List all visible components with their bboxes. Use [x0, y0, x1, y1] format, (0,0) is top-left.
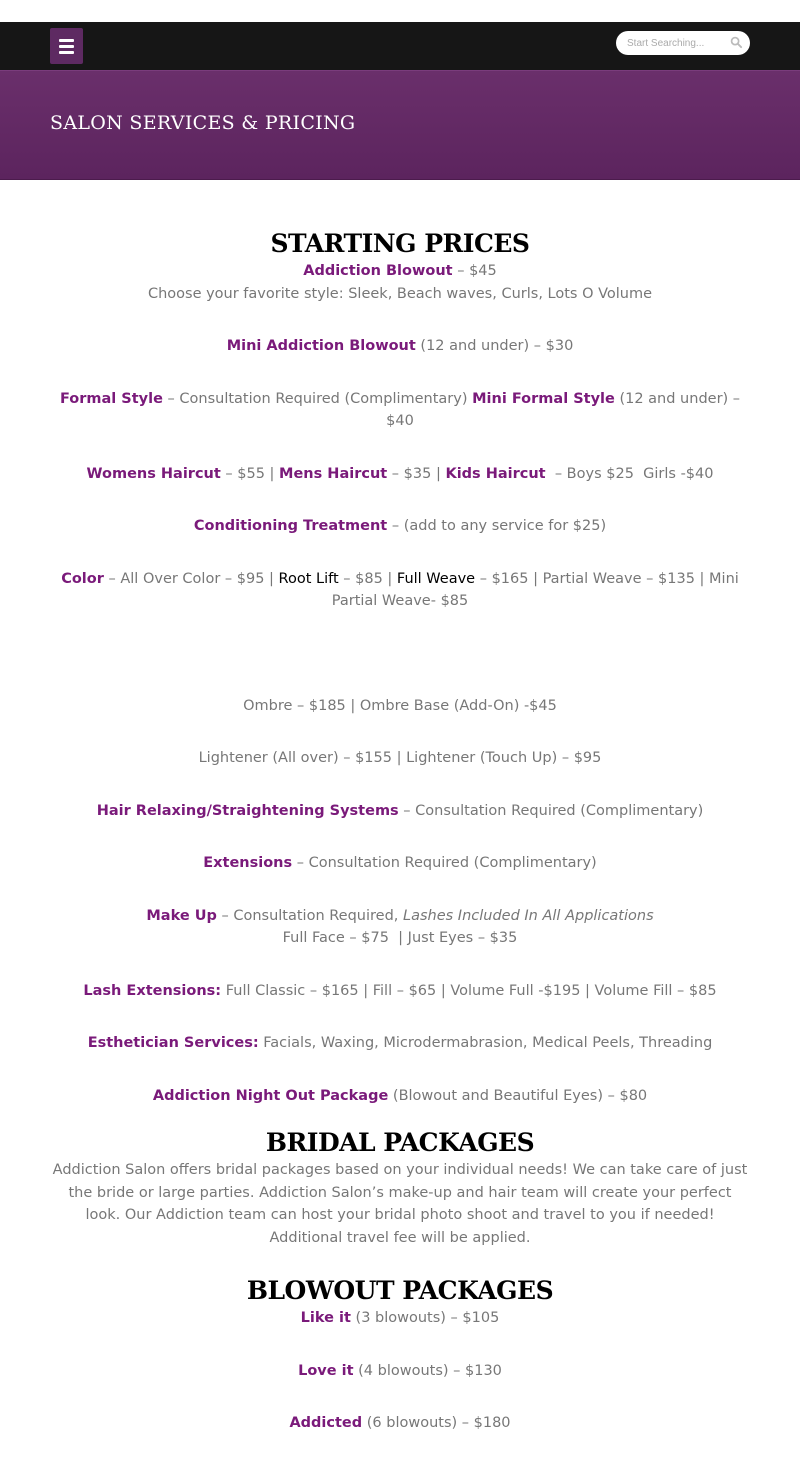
service-price: – $55 | [220, 465, 280, 482]
night-out-item [50, 1085, 750, 1108]
service-name: Mini Formal Style [472, 390, 615, 407]
page-title: SALON SERVICES & PRICING [50, 112, 356, 134]
service-name: Like it [300, 1310, 351, 1326]
full-weave-label: Full Weave [396, 570, 476, 587]
haircuts-item [50, 463, 750, 486]
service-name: Mini Addiction Blowout [226, 338, 416, 354]
service-text: Facials, Waxing, Microdermabrasion, Medical Peels, Threading [258, 1035, 713, 1051]
blowout-packages-heading: BLOWOUT PACKAGES [246, 1276, 554, 1305]
service-name: Addicted [289, 1415, 363, 1431]
ombre-item: Ombre – $185 | Ombre Base (Add-On) -$45 [243, 697, 557, 714]
service-name: Addiction Blowout [303, 263, 453, 279]
bridal-description: Addiction Salon offers bridal packages based on your individual needs! We can take care of just the bride or large parties. Addiction Salon’s make-up and hair team will create your perfect look. Our Addiction team can host your bridal photo shoot and travel to you if needed! Additional travel fee will be applied. [52, 1162, 748, 1246]
blowout-package-item [50, 1360, 750, 1383]
service-price: (12 and under) – $40 [386, 390, 741, 429]
search-input[interactable] [616, 32, 727, 56]
service-name: Womens Haircut [86, 465, 221, 482]
addiction-blowout-desc: Choose your favorite style: Sleek, Beach waves, Curls, Lots O Volume [147, 285, 653, 302]
hamburger-icon-bar [59, 45, 74, 48]
service-text: – $85 | [338, 570, 397, 587]
service-text: Full Classic – $165 | Fill – $65 | Volume Full -$195 | Volume Fill – $85 [221, 982, 717, 999]
formal-style-item [50, 388, 750, 433]
service-text: – $165 | Partial Weave – $135 | Mini Partial Weave- $85 [331, 570, 739, 609]
service-text: – All Over Color – $95 | [103, 570, 279, 587]
esthetician-item [50, 1032, 750, 1055]
service-name: Lash Extensions: [83, 982, 222, 999]
service-name: Esthetician Services: [87, 1035, 259, 1051]
bridal-packages-heading: BRIDAL PACKAGES [265, 1128, 535, 1157]
service-text: – Consultation Required (Complimentary) [292, 855, 597, 871]
service-name: Love it [298, 1362, 354, 1379]
service-name: Kids Haircut [445, 465, 546, 482]
blowout-package-item [50, 1307, 750, 1330]
menu-toggle-button[interactable] [50, 28, 83, 64]
conditioning-item [50, 515, 750, 538]
root-lift-label: Root Lift [278, 570, 339, 587]
service-text: – (add to any service for $25) [387, 518, 607, 534]
service-text: (6 blowouts) – $180 [362, 1415, 511, 1431]
lightener-item: Lightener (All over) – $155 | Lightener (Touch Up) – $95 [198, 750, 602, 766]
service-name: Conditioning Treatment [193, 518, 388, 534]
addiction-blowout-item [50, 260, 750, 283]
service-name: Mens Haircut [279, 465, 388, 482]
main-content [50, 180, 750, 1435]
starting-prices-heading: STARTING PRICES [270, 229, 530, 258]
search-icon[interactable] [730, 36, 743, 49]
service-text: (Blowout and Beautiful Eyes) – $80 [388, 1087, 648, 1104]
lash-extensions-item [50, 980, 750, 1003]
service-text: (3 blowouts) – $105 [350, 1310, 500, 1326]
relaxing-item [50, 800, 750, 823]
service-name: Extensions [203, 855, 293, 871]
service-price: – Boys $25 Girls -$40 [545, 465, 714, 482]
service-name: Color [61, 570, 104, 587]
top-navbar [0, 22, 800, 70]
service-text: – Consultation Required, [216, 907, 404, 924]
blowout-package-item [50, 1412, 750, 1435]
service-name: Make Up [146, 907, 217, 924]
page-title-banner [0, 70, 800, 180]
hamburger-icon-bar [59, 39, 74, 42]
service-text: – Consultation Required (Complimentary) [162, 390, 473, 407]
service-text: (4 blowouts) – $130 [353, 1362, 502, 1379]
service-price: – $35 | [387, 465, 446, 482]
extensions-item [50, 852, 750, 875]
search-box [616, 31, 750, 55]
makeup-prices: Full Face – $75 | Just Eyes – $35 [282, 930, 518, 946]
makeup-note: Lashes Included In All Applications [403, 907, 654, 924]
service-name: Addiction Night Out Package [152, 1087, 389, 1104]
makeup-item [50, 905, 750, 928]
service-name: Hair Relaxing/Straightening Systems [96, 802, 399, 819]
service-name: Formal Style [59, 390, 163, 407]
service-price: – $45 [452, 263, 497, 279]
service-price: (12 and under) – $30 [415, 338, 574, 354]
mini-blowout-item [50, 335, 750, 358]
service-text: – Consultation Required (Complimentary) [398, 802, 704, 819]
color-item [50, 568, 750, 613]
hamburger-icon-bar [59, 51, 74, 54]
top-spacer [0, 0, 800, 22]
